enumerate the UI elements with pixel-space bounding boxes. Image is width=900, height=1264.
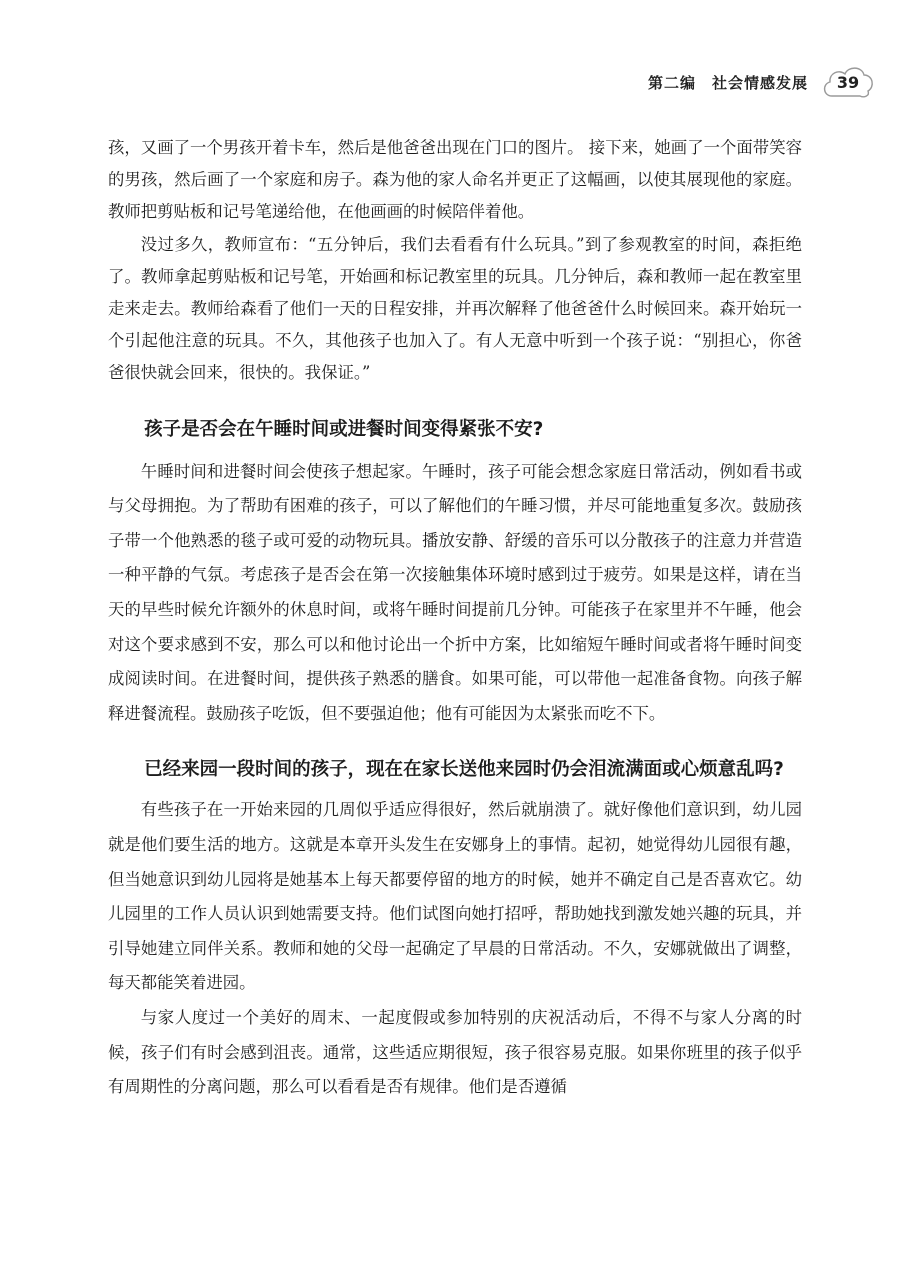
- page-number-badge: [820, 62, 876, 102]
- page-number: 39: [836, 72, 860, 92]
- section2-paragraph-2: 与家人度过一个美好的周末、一起度假或参加特别的庆祝活动后，不得不与家人分离的时候，孩子们有时会感到沮丧。通常，这些适应期很短，孩子很容易克服。如果你班里的孩子似乎有周期性的分离问题，那么可以看看是否有规律。他们是否遵循: [108, 1007, 802, 1097]
- section-heading-long-term-separation: 已经来园一段时间的孩子，现在在家长送他来园时仍会泪流满面或心烦意乱吗?: [144, 759, 784, 781]
- page-body: [108, 132, 802, 1105]
- chapter-title: 第二编 社会情感发展: [647, 73, 808, 92]
- running-header: [648, 60, 876, 104]
- intro-paragraph-1: 孩，又画了一个男孩开着卡车，然后是他爸爸出现在门口的图片。 接下来，她画了一个面带笑容的男孩，然后画了一个家庭和房子。森为他的家人命名并更正了这幅画，以使其展现他的家庭。教师把剪贴板和记号笔递给他，在他画画的时候陪伴着他。: [108, 138, 802, 222]
- section1-paragraph-1: 午睡时间和进餐时间会使孩子想起家。午睡时，孩子可能会想念家庭日常活动，例如看书或与父母拥抱。为了帮助有困难的孩子，可以了解他们的午睡习惯，并尽可能地重复多次。鼓励孩子带一个他熟悉的毯子或可爱的动物玩具。播放安静、舒缓的音乐可以分散孩子的注意力并营造一种平静的气氛。考虑孩子是否会在第一次接触集体环境时感到过于疲劳。如果是这样，请在当天的早些时候允许额外的休息时间，或将午睡时间提前几分钟。可能孩子在家里并不午睡，他会对这个要求感到不安，那么可以和他讨论出一个折中方案，比如缩短午睡时间或者将午睡时间变成阅读时间。在进餐时间，提供孩子熟悉的膳食。如果可能，可以带他一起准备食物。向孩子解释进餐流程。鼓励孩子吃饭，但不要强迫他；他有可能因为太紧张而吃不下。: [108, 461, 802, 723]
- section-heading-nap-meal: 孩子是否会在午睡时间或进餐时间变得紧张不安?: [144, 418, 544, 440]
- section2-paragraph-1: 有些孩子在一开始来园的几周似乎适应得很好，然后就崩溃了。就好像他们意识到，幼儿园就是他们要生活的地方。这就是本章开头发生在安娜身上的事情。起初，她觉得幼儿园很有趣，但当她意识到幼儿园将是她基本上每天都要停留的地方的时候，她并不确定自己是否喜欢它。幼儿园里的工作人员认识到她需要支持。他们试图向她打招呼，帮助她找到激发她兴趣的玩具，并引导她建立同伴关系。教师和她的父母一起确定了早晨的日常活动。不久，安娜就做出了调整，每天都能笑着进园。: [108, 800, 802, 993]
- intro-paragraph-2: 没过多久，教师宣布：“五分钟后，我们去看看有什么玩具。”到了参观教室的时间，森拒绝了。教师拿起剪贴板和记号笔，开始画和标记教室里的玩具。几分钟后，森和教师一起在教室里走来走去。教师给森看了他们一天的日程安排，并再次解释了他爸爸什么时候回来。森开始玩一个引起他注意的玩具。不久，其他孩子也加入了。有人无意中听到一个孩子说：“别担心，你爸爸很快就会回来，很快的。我保证。”: [108, 234, 802, 383]
